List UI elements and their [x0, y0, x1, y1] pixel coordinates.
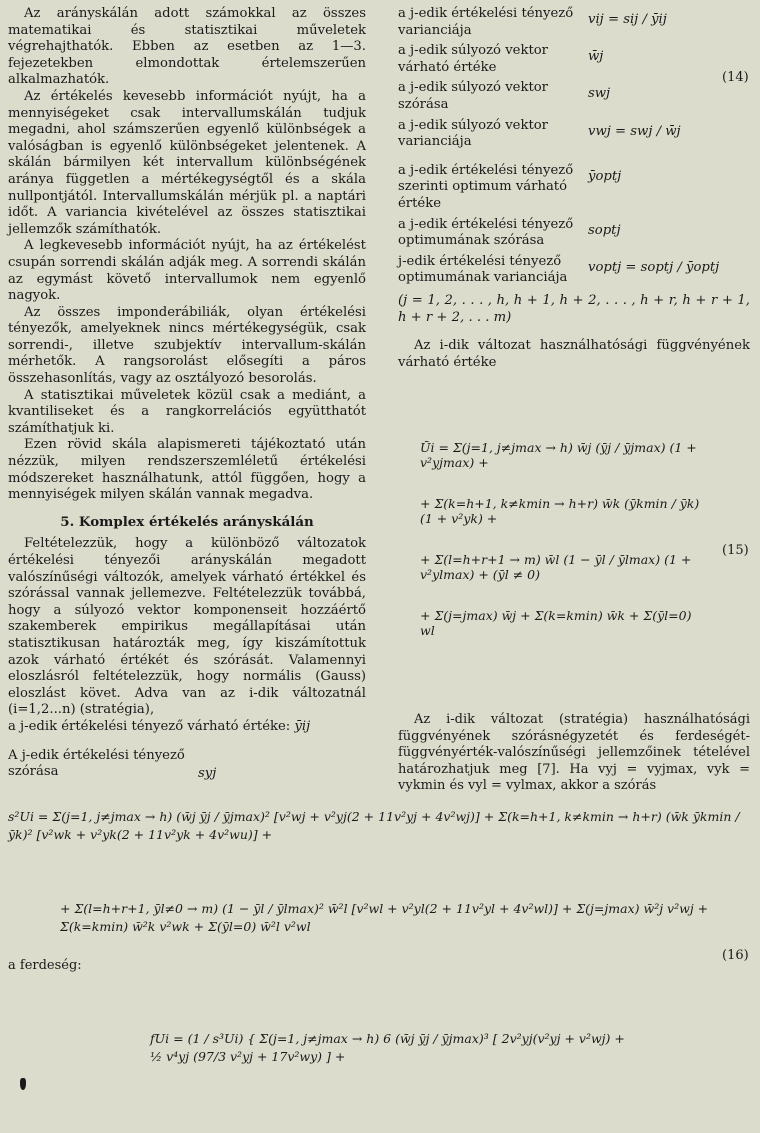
definition-row — [398, 43, 750, 76]
utility-intro: Az i-dik változat használhatósági függvényének várható értéke — [398, 338, 750, 370]
definition-symbol: swj — [588, 86, 611, 102]
right-column — [398, 6, 750, 371]
definition-symbol: voptj = soptj / ȳoptj — [588, 259, 720, 275]
definition-row — [398, 118, 750, 151]
equation-15-line-2: + Σ(k=h+1, k≠kmin → h+r) w̄k (ȳkmin / ȳk) (1 + v²yk) + — [420, 496, 700, 526]
definition-symbol: ȳoptj — [588, 168, 622, 184]
left-column — [8, 6, 366, 782]
definition-row — [398, 80, 750, 113]
equation-15-line-1: Ūi = Σ(j=1, j≠jmax → h) w̄j (ȳj / ȳjmax) (1 + v²yjmax) + — [420, 440, 697, 470]
definition-symbol: w̄j — [588, 49, 604, 65]
paragraph-2: Az értékelés kevesebb információt nyújt, ha a mennyiségeket csak intervallumskálán tudjuk megadni, ahol számszerűen egyenlő különbségek a valóságban is egyenlő különbségeket jelentenek. A skálán bármilyen két intervallum különbségének aránya független a mértékegységtől és a skála nullpontjától. Intervallumskálán mérjük pl. a naptári időt. A variancia kivételével az összes statisztikai jellemzők számíthatók. — [8, 88, 366, 237]
skewness-label: a ferdeség: — [8, 958, 82, 973]
definition-symbol: vij = sij / ȳij — [588, 12, 667, 27]
definition-label: a j-edik súlyozó vektor szórása — [398, 80, 548, 112]
variance-intro: Az i-dik változat (stratégia) használhatósági függvényének szórásnégyzetét és ferdeségét-függvényérték-valószínűségi jellemzőinek tételével határozhatjuk meg [7]. Ha vyj = vyjmax, vyk = vykmin és vyl = vylmax, akkor a szórás — [398, 712, 750, 794]
equation-number-14: (14) — [722, 70, 749, 85]
equation-15-line-3: + Σ(l=h+r+1 → m) w̄l (1 − ȳl / ȳlmax) (1 + v²ylmax) + (ȳl ≠ 0) — [420, 552, 692, 582]
definition-symbol: vwj = swj / w̄j — [588, 123, 681, 139]
paragraph-5: A statisztikai műveletek közül csak a mediánt, a kvantiliseket és a rangkorrelációs együtthatót számíthatjuk ki. — [8, 387, 366, 436]
definition-row — [398, 217, 750, 250]
equation-17-line-1: fUi = (1 / s³Ui) { Σ(j=1, j≠jmax → h) 6 (w̄j ȳj / ȳjmax)³ [ 2v²yj(v²yj + v²wj) + ½ v⁴yj (97/3 v²yj + 17v²wy) ] + — [150, 1031, 625, 1064]
expected-value-symbol: ȳij — [294, 718, 311, 734]
index-range: (j = 1, 2, . . . , h, h + 1, h + 2, . . . , h + r, h + r + 1, h + r + 2, . . . m) — [398, 292, 750, 325]
definition-label: a j-edik értékelési tényező szerinti optimum várható értéke — [398, 162, 574, 211]
paragraph-1: Az arányskálán adott számokkal az összes matematikai és statisztikai műveletek végrehajthatók. Ebben az esetben az 1—3. fejezetekben elmondottak értelemszerűen alkalmazhatók. — [8, 6, 366, 88]
paragraph-3: A legkevesebb információt nyújt, ha az értékelést csupán sorrendi skálán adják meg. A sorrendi skálán az egymást követő intervallumok nem egyenlő nagyok. — [8, 238, 366, 304]
section-heading: 5. Komplex értékelés arányskálán — [60, 513, 314, 530]
definition-row — [398, 6, 750, 39]
equation-number-15: (15) — [722, 543, 749, 558]
equation-16-line-1: s²Ui = Σ(j=1, j≠jmax → h) (w̄j ȳj / ȳjmax)² [v²wj + v²yj(2 + 11v²yj + 4v²wj)] + Σ(k=h+1, k≠kmin → h+r) (w̄k ȳkmin / ȳk)² [v²wk + v²yk(2 + 11v²yk + 4v²wu)] + — [8, 809, 740, 842]
paragraph-7: Feltételezzük, hogy a különböző változatok értékelési tényezői arányskálán megadott valószínűségi változók, amelyek várható értékkel és szórással vannak jellemezve. Feltételezzük továbbá, hogy a súlyozó vektor komponenseit hozzáértő szakemberek empirikus megállapításai után statisztikusan határozták meg, így kiszámítottuk azok várható értékét és szórását. Valamennyi eloszlásról feltételezzük, hogy normális (Gauss) eloszlást követ. Adva van az i-dik változatnál (i=1,2...n) (stratégia), — [8, 536, 366, 718]
definition-label: j-edik értékelési tényező optimumának varianciája — [398, 253, 568, 286]
paragraph-4: Az összes imponderábiliák, olyan értékelési tényezők, amelyeknek nincs mértékegységük, csak sorrendi-, illetve szubjektív intervallum-skálán mérhetők. A rangsorolást elősegíti a páros összehasonlítás, vagy az osztályozó besorolás. — [8, 304, 366, 387]
definition-std-symbol: syj — [198, 765, 217, 781]
definition-label: a j-edik értékelési tényező varianciája — [398, 6, 574, 38]
definitions-list — [398, 6, 750, 287]
paragraph-7b — [8, 719, 366, 736]
paragraph-6: Ezen rövid skála alapismereti tájékoztató után nézzük, milyen rendszerszemléletű értékelési módszereket használhatunk, attól függően, hogy a mennyiségek milyen skálán vannak megadva. — [8, 437, 366, 503]
definition-label: a j-edik értékelési tényező optimumának szórása — [398, 216, 574, 249]
paragraph-7b-text: a j-edik értékelési tényező várható értéke: — [8, 718, 291, 734]
equation-15 — [420, 440, 710, 638]
definition-label: a j-edik súlyozó vektor varianciája — [398, 117, 548, 150]
ink-mark — [20, 1078, 26, 1090]
definition-row — [398, 163, 750, 213]
definition-std — [8, 748, 366, 783]
definition-row — [398, 254, 750, 287]
definition-symbol: soptj — [588, 222, 621, 238]
definition-label: a j-edik súlyozó vektor várható értéke — [398, 43, 548, 75]
equation-16-line-2: + Σ(l=h+r+1, ȳl≠0 → m) (1 − ȳl / ȳlmax)² w̄²l [v²wl + v²yl(2 + 11v²yl + 4v²wl)] + Σ(j=jmax) w̄²j v²wj + Σ(k=kmin) w̄²k v²wk + Σ(ȳl=0) w̄²l v²wl — [60, 901, 709, 934]
definition-std-label: A j-edik értékelési tényező szórása — [8, 747, 185, 780]
equation-15-line-4: + Σ(j=jmax) w̄j + Σ(k=kmin) w̄k + Σ(ȳl=0) wl — [420, 608, 692, 638]
equation-number-16: (16) — [722, 948, 749, 963]
